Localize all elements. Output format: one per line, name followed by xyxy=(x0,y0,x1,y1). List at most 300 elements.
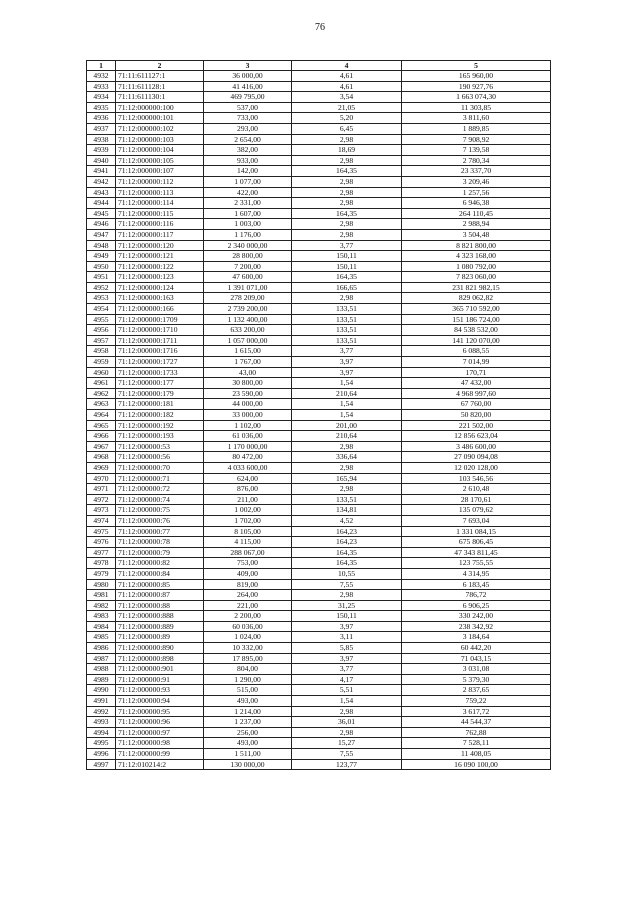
cadastral-number-cell: 71:12:000000:116 xyxy=(116,219,204,230)
cadastral-number-cell: 71:12:000000:103 xyxy=(116,134,204,145)
table-row xyxy=(87,145,551,156)
area-value-cell: 43,00 xyxy=(204,367,292,378)
row-number-cell: 4938 xyxy=(87,134,116,145)
rate-value-cell: 201,00 xyxy=(292,420,402,431)
cadastral-number-cell: 71:12:000000:179 xyxy=(116,388,204,399)
area-value-cell: 61 036,00 xyxy=(204,431,292,442)
cadastral-value-cell: 3 184,64 xyxy=(402,632,551,643)
area-value-cell: 288 067,00 xyxy=(204,547,292,558)
rate-value-cell: 6,45 xyxy=(292,123,402,134)
rate-value-cell: 164,35 xyxy=(292,547,402,558)
row-number-cell: 4940 xyxy=(87,155,116,166)
rate-value-cell: 2,98 xyxy=(292,293,402,304)
cadastral-value-cell: 231 821 982,15 xyxy=(402,282,551,293)
table-row xyxy=(87,176,551,187)
area-value-cell: 1 176,00 xyxy=(204,229,292,240)
rate-value-cell: 150,11 xyxy=(292,611,402,622)
table-row xyxy=(87,526,551,537)
cadastral-number-cell: 71:12:000000:70 xyxy=(116,462,204,473)
row-number-cell: 4957 xyxy=(87,335,116,346)
cadastral-value-cell: 190 927,76 xyxy=(402,81,551,92)
area-value-cell: 1 170 000,00 xyxy=(204,441,292,452)
cadastral-number-cell: 71:12:000000:1716 xyxy=(116,346,204,357)
area-value-cell: 515,00 xyxy=(204,685,292,696)
area-value-cell: 1 391 071,00 xyxy=(204,282,292,293)
area-value-cell: 28 800,00 xyxy=(204,251,292,262)
rate-value-cell: 7,55 xyxy=(292,579,402,590)
cadastral-value-cell: 103 546,56 xyxy=(402,473,551,484)
rate-value-cell: 3,97 xyxy=(292,653,402,664)
cadastral-number-cell: 71:12:000000:890 xyxy=(116,643,204,654)
cadastral-value-cell: 71 043,15 xyxy=(402,653,551,664)
area-value-cell: 1 024,00 xyxy=(204,632,292,643)
cadastral-value-cell: 2 610,48 xyxy=(402,484,551,495)
area-value-cell: 2 739 200,00 xyxy=(204,304,292,315)
area-value-cell: 1 214,00 xyxy=(204,706,292,717)
rate-value-cell: 3,97 xyxy=(292,621,402,632)
rate-value-cell: 4,52 xyxy=(292,515,402,526)
table-body xyxy=(87,71,551,770)
cadastral-number-cell: 71:12:000000:114 xyxy=(116,198,204,209)
table-row xyxy=(87,579,551,590)
table-row xyxy=(87,515,551,526)
row-number-cell: 4963 xyxy=(87,399,116,410)
cadastral-number-cell: 71:12:000000:181 xyxy=(116,399,204,410)
row-number-cell: 4985 xyxy=(87,632,116,643)
table-row xyxy=(87,155,551,166)
rate-value-cell: 3,97 xyxy=(292,367,402,378)
row-number-cell: 4982 xyxy=(87,600,116,611)
rate-value-cell: 2,98 xyxy=(292,219,402,230)
cadastral-number-cell: 71:12:000000:87 xyxy=(116,590,204,601)
row-number-cell: 4989 xyxy=(87,674,116,685)
cadastral-number-cell: 71:12:000000:124 xyxy=(116,282,204,293)
area-value-cell: 1 132 400,00 xyxy=(204,314,292,325)
area-value-cell: 876,00 xyxy=(204,484,292,495)
table-row xyxy=(87,357,551,368)
cadastral-value-cell: 3 811,60 xyxy=(402,113,551,124)
rate-value-cell: 15,27 xyxy=(292,738,402,749)
cadastral-number-cell: 71:12:000000:75 xyxy=(116,505,204,516)
cadastral-number-cell: 71:12:000000:121 xyxy=(116,251,204,262)
area-value-cell: 23 590,00 xyxy=(204,388,292,399)
rate-value-cell: 133,51 xyxy=(292,314,402,325)
cadastral-value-cell: 6 088,55 xyxy=(402,346,551,357)
table-row xyxy=(87,293,551,304)
area-value-cell: 2 200,00 xyxy=(204,611,292,622)
table-row xyxy=(87,187,551,198)
row-number-cell: 4959 xyxy=(87,357,116,368)
cadastral-value-cell: 4 323 168,00 xyxy=(402,251,551,262)
cadastral-number-cell: 71:12:000000:96 xyxy=(116,717,204,728)
cadastral-value-cell: 365 710 592,00 xyxy=(402,304,551,315)
column-header-1: 1 xyxy=(87,61,116,71)
cadastral-value-cell: 3 486 600,00 xyxy=(402,441,551,452)
row-number-cell: 4976 xyxy=(87,537,116,548)
cadastral-value-cell: 60 442,20 xyxy=(402,643,551,654)
row-number-cell: 4950 xyxy=(87,261,116,272)
area-value-cell: 10 332,00 xyxy=(204,643,292,654)
area-value-cell: 537,00 xyxy=(204,102,292,113)
row-number-cell: 4955 xyxy=(87,314,116,325)
area-value-cell: 1 607,00 xyxy=(204,208,292,219)
cadastral-number-cell: 71:12:000000:123 xyxy=(116,272,204,283)
row-number-cell: 4978 xyxy=(87,558,116,569)
cadastral-number-cell: 71:12:000000:101 xyxy=(116,113,204,124)
row-number-cell: 4956 xyxy=(87,325,116,336)
cadastral-number-cell: 71:12:000000:1709 xyxy=(116,314,204,325)
rate-value-cell: 2,98 xyxy=(292,198,402,209)
rate-value-cell: 3,77 xyxy=(292,664,402,675)
cadastral-number-cell: 71:12:010214:2 xyxy=(116,759,204,770)
row-number-cell: 4988 xyxy=(87,664,116,675)
column-header-2: 2 xyxy=(116,61,204,71)
cadastral-number-cell: 71:12:000000:182 xyxy=(116,410,204,421)
table-row xyxy=(87,696,551,707)
area-value-cell: 8 105,00 xyxy=(204,526,292,537)
table-row xyxy=(87,674,551,685)
area-value-cell: 1 511,00 xyxy=(204,749,292,760)
cadastral-number-cell: 71:12:000000:113 xyxy=(116,187,204,198)
cadastral-value-cell: 3 617,72 xyxy=(402,706,551,717)
row-number-cell: 4933 xyxy=(87,81,116,92)
rate-value-cell: 36,01 xyxy=(292,717,402,728)
row-number-cell: 4946 xyxy=(87,219,116,230)
cadastral-number-cell: 71:12:000000:192 xyxy=(116,420,204,431)
table-row xyxy=(87,378,551,389)
row-number-cell: 4968 xyxy=(87,452,116,463)
rate-value-cell: 3,97 xyxy=(292,357,402,368)
table-row xyxy=(87,346,551,357)
row-number-cell: 4939 xyxy=(87,145,116,156)
area-value-cell: 2 331,00 xyxy=(204,198,292,209)
rate-value-cell: 164,35 xyxy=(292,558,402,569)
table-row xyxy=(87,462,551,473)
row-number-cell: 4986 xyxy=(87,643,116,654)
cadastral-value-cell: 7 693,04 xyxy=(402,515,551,526)
rate-value-cell: 2,98 xyxy=(292,229,402,240)
table-row xyxy=(87,632,551,643)
rate-value-cell: 4,61 xyxy=(292,81,402,92)
cadastral-value-cell: 11 303,85 xyxy=(402,102,551,113)
area-value-cell: 130 000,00 xyxy=(204,759,292,770)
table-row xyxy=(87,92,551,103)
area-value-cell: 1 002,00 xyxy=(204,505,292,516)
table-row xyxy=(87,717,551,728)
cadastral-number-cell: 71:12:000000:104 xyxy=(116,145,204,156)
cadastral-value-cell: 238 342,92 xyxy=(402,621,551,632)
rate-value-cell: 150,11 xyxy=(292,261,402,272)
row-number-cell: 4971 xyxy=(87,484,116,495)
row-number-cell: 4987 xyxy=(87,653,116,664)
table-row xyxy=(87,314,551,325)
table-row xyxy=(87,727,551,738)
area-value-cell: 17 895,00 xyxy=(204,653,292,664)
area-value-cell: 1 702,00 xyxy=(204,515,292,526)
rate-value-cell: 336,64 xyxy=(292,452,402,463)
row-number-cell: 4972 xyxy=(87,494,116,505)
table-row xyxy=(87,452,551,463)
row-number-cell: 4943 xyxy=(87,187,116,198)
table-row xyxy=(87,71,551,82)
cadastral-number-cell: 71:12:000000:93 xyxy=(116,685,204,696)
rate-value-cell: 164,23 xyxy=(292,537,402,548)
rate-value-cell: 2,98 xyxy=(292,484,402,495)
area-value-cell: 2 654,00 xyxy=(204,134,292,145)
row-number-cell: 4947 xyxy=(87,229,116,240)
table-row xyxy=(87,219,551,230)
cadastral-value-cell: 11 408,05 xyxy=(402,749,551,760)
table-row xyxy=(87,494,551,505)
cadastral-number-cell: 71:12:000000:901 xyxy=(116,664,204,675)
row-number-cell: 4932 xyxy=(87,71,116,82)
area-value-cell: 142,00 xyxy=(204,166,292,177)
rate-value-cell: 133,51 xyxy=(292,304,402,315)
cadastral-number-cell: 71:12:000000:89 xyxy=(116,632,204,643)
table-row xyxy=(87,759,551,770)
area-value-cell: 4 033 600,00 xyxy=(204,462,292,473)
area-value-cell: 44 000,00 xyxy=(204,399,292,410)
area-value-cell: 4 115,00 xyxy=(204,537,292,548)
table-row xyxy=(87,367,551,378)
cadastral-value-cell: 6 183,45 xyxy=(402,579,551,590)
cadastral-number-cell: 71:12:000000:76 xyxy=(116,515,204,526)
table-row xyxy=(87,441,551,452)
row-number-cell: 4942 xyxy=(87,176,116,187)
rate-value-cell: 164,35 xyxy=(292,166,402,177)
cadastral-number-cell: 71:12:000000:889 xyxy=(116,621,204,632)
row-number-cell: 4975 xyxy=(87,526,116,537)
cadastral-number-cell: 71:12:000000:898 xyxy=(116,653,204,664)
table-row xyxy=(87,590,551,601)
rate-value-cell: 2,98 xyxy=(292,187,402,198)
rate-value-cell: 165,94 xyxy=(292,473,402,484)
cadastral-value-cell: 23 337,70 xyxy=(402,166,551,177)
row-number-cell: 4964 xyxy=(87,410,116,421)
cadastral-value-cell: 1 257,56 xyxy=(402,187,551,198)
cadastral-number-cell: 71:12:000000:88 xyxy=(116,600,204,611)
row-number-cell: 4991 xyxy=(87,696,116,707)
rate-value-cell: 3,77 xyxy=(292,346,402,357)
area-value-cell: 1 102,00 xyxy=(204,420,292,431)
area-value-cell: 933,00 xyxy=(204,155,292,166)
cadastral-number-cell: 71:12:000000:193 xyxy=(116,431,204,442)
table-row xyxy=(87,113,551,124)
rate-value-cell: 31,25 xyxy=(292,600,402,611)
area-value-cell: 733,00 xyxy=(204,113,292,124)
cadastral-value-cell: 4 968 997,60 xyxy=(402,388,551,399)
cadastral-number-cell: 71:12:000000:120 xyxy=(116,240,204,251)
cadastral-value-cell: 16 090 100,00 xyxy=(402,759,551,770)
cadastral-value-cell: 829 062,82 xyxy=(402,293,551,304)
cadastral-number-cell: 71:12:000000:95 xyxy=(116,706,204,717)
cadastral-number-cell: 71:12:000000:79 xyxy=(116,547,204,558)
rate-value-cell: 2,98 xyxy=(292,134,402,145)
column-header-4: 4 xyxy=(292,61,402,71)
table-row xyxy=(87,473,551,484)
area-value-cell: 1 767,00 xyxy=(204,357,292,368)
row-number-cell: 4992 xyxy=(87,706,116,717)
table-row xyxy=(87,685,551,696)
cadastral-value-cell: 151 186 724,00 xyxy=(402,314,551,325)
cadastral-value-cell: 7 139,58 xyxy=(402,145,551,156)
table-row xyxy=(87,611,551,622)
table-row xyxy=(87,282,551,293)
row-number-cell: 4934 xyxy=(87,92,116,103)
row-number-cell: 4952 xyxy=(87,282,116,293)
rate-value-cell: 210,64 xyxy=(292,388,402,399)
cadastral-number-cell: 71:12:000000:84 xyxy=(116,568,204,579)
area-value-cell: 80 472,00 xyxy=(204,452,292,463)
rate-value-cell: 164,35 xyxy=(292,208,402,219)
table-row xyxy=(87,198,551,209)
rate-value-cell: 4,61 xyxy=(292,71,402,82)
table-row xyxy=(87,420,551,431)
row-number-cell: 4967 xyxy=(87,441,116,452)
cadastral-value-cell: 4 314,95 xyxy=(402,568,551,579)
cadastral-value-cell: 7 823 060,00 xyxy=(402,272,551,283)
row-number-cell: 4979 xyxy=(87,568,116,579)
cadastral-number-cell: 71:12:000000:94 xyxy=(116,696,204,707)
cadastral-value-cell: 67 760,00 xyxy=(402,399,551,410)
area-value-cell: 2 340 000,00 xyxy=(204,240,292,251)
cadastral-number-cell: 71:12:000000:1733 xyxy=(116,367,204,378)
area-value-cell: 1 237,00 xyxy=(204,717,292,728)
cadastral-value-cell: 759,22 xyxy=(402,696,551,707)
cadastral-number-cell: 71:12:000000:71 xyxy=(116,473,204,484)
area-value-cell: 278 209,00 xyxy=(204,293,292,304)
cadastral-value-cell: 1 889,85 xyxy=(402,123,551,134)
table-row xyxy=(87,208,551,219)
cadastral-value-cell: 221 502,00 xyxy=(402,420,551,431)
row-number-cell: 4936 xyxy=(87,113,116,124)
area-value-cell: 382,00 xyxy=(204,145,292,156)
rate-value-cell: 133,51 xyxy=(292,325,402,336)
table-row xyxy=(87,537,551,548)
cadastral-number-cell: 71:12:000000:117 xyxy=(116,229,204,240)
cadastral-value-cell: 47 432,00 xyxy=(402,378,551,389)
row-number-cell: 4981 xyxy=(87,590,116,601)
cadastral-value-cell: 27 090 094,08 xyxy=(402,452,551,463)
area-value-cell: 753,00 xyxy=(204,558,292,569)
page-number: 76 xyxy=(315,22,325,33)
cadastral-value-cell: 50 820,00 xyxy=(402,410,551,421)
row-number-cell: 4965 xyxy=(87,420,116,431)
table-row xyxy=(87,304,551,315)
cadastral-number-cell: 71:12:000000:99 xyxy=(116,749,204,760)
area-value-cell: 624,00 xyxy=(204,473,292,484)
row-number-cell: 4935 xyxy=(87,102,116,113)
area-value-cell: 422,00 xyxy=(204,187,292,198)
area-value-cell: 1 290,00 xyxy=(204,674,292,685)
cadastral-value-cell: 141 120 070,00 xyxy=(402,335,551,346)
cadastral-value-cell: 6 946,38 xyxy=(402,198,551,209)
rate-value-cell: 2,98 xyxy=(292,590,402,601)
column-header-5: 5 xyxy=(402,61,551,71)
cadastral-value-cell: 6 906,25 xyxy=(402,600,551,611)
rate-value-cell: 7,55 xyxy=(292,749,402,760)
table-row xyxy=(87,653,551,664)
rate-value-cell: 18,69 xyxy=(292,145,402,156)
cadastral-number-cell: 71:12:000000:82 xyxy=(116,558,204,569)
cadastral-value-table xyxy=(86,60,551,770)
table-row xyxy=(87,547,551,558)
rate-value-cell: 2,98 xyxy=(292,462,402,473)
table-row xyxy=(87,325,551,336)
cadastral-value-cell: 2 780,34 xyxy=(402,155,551,166)
cadastral-value-cell: 12 020 128,00 xyxy=(402,462,551,473)
rate-value-cell: 2,98 xyxy=(292,727,402,738)
cadastral-value-cell: 28 170,61 xyxy=(402,494,551,505)
cadastral-number-cell: 71:11:611130:1 xyxy=(116,92,204,103)
cadastral-number-cell: 71:12:000000:122 xyxy=(116,261,204,272)
table-row xyxy=(87,643,551,654)
cadastral-value-cell: 7 014,99 xyxy=(402,357,551,368)
row-number-cell: 4970 xyxy=(87,473,116,484)
row-number-cell: 4954 xyxy=(87,304,116,315)
table-row xyxy=(87,251,551,262)
table-row xyxy=(87,505,551,516)
rate-value-cell: 3,54 xyxy=(292,92,402,103)
cadastral-value-cell: 8 821 800,00 xyxy=(402,240,551,251)
table-row xyxy=(87,81,551,92)
rate-value-cell: 150,11 xyxy=(292,251,402,262)
area-value-cell: 493,00 xyxy=(204,696,292,707)
cadastral-value-cell: 3 031,08 xyxy=(402,664,551,675)
cadastral-number-cell: 71:12:000000:74 xyxy=(116,494,204,505)
row-number-cell: 4953 xyxy=(87,293,116,304)
row-number-cell: 4974 xyxy=(87,515,116,526)
row-number-cell: 4983 xyxy=(87,611,116,622)
cadastral-number-cell: 71:12:000000:163 xyxy=(116,293,204,304)
cadastral-value-cell: 762,88 xyxy=(402,727,551,738)
row-number-cell: 4980 xyxy=(87,579,116,590)
row-number-cell: 4962 xyxy=(87,388,116,399)
cadastral-number-cell: 71:12:000000:85 xyxy=(116,579,204,590)
cadastral-value-cell: 330 242,00 xyxy=(402,611,551,622)
rate-value-cell: 2,98 xyxy=(292,441,402,452)
column-header-3: 3 xyxy=(204,61,292,71)
area-value-cell: 33 000,00 xyxy=(204,410,292,421)
area-value-cell: 221,00 xyxy=(204,600,292,611)
area-value-cell: 1 003,00 xyxy=(204,219,292,230)
row-number-cell: 4945 xyxy=(87,208,116,219)
cadastral-value-cell: 675 806,45 xyxy=(402,537,551,548)
cadastral-value-cell: 123 755,55 xyxy=(402,558,551,569)
cadastral-number-cell: 71:12:000000:53 xyxy=(116,441,204,452)
rate-value-cell: 210,64 xyxy=(292,431,402,442)
cadastral-number-cell: 71:12:000000:888 xyxy=(116,611,204,622)
cadastral-value-cell: 3 209,46 xyxy=(402,176,551,187)
cadastral-value-cell: 5 379,30 xyxy=(402,674,551,685)
area-value-cell: 804,00 xyxy=(204,664,292,675)
cadastral-value-cell: 84 538 532,00 xyxy=(402,325,551,336)
cadastral-number-cell: 71:12:000000:72 xyxy=(116,484,204,495)
row-number-cell: 4960 xyxy=(87,367,116,378)
rate-value-cell: 4,17 xyxy=(292,674,402,685)
row-number-cell: 4977 xyxy=(87,547,116,558)
cadastral-value-cell: 1 331 084,15 xyxy=(402,526,551,537)
row-number-cell: 4937 xyxy=(87,123,116,134)
rate-value-cell: 1,54 xyxy=(292,696,402,707)
row-number-cell: 4993 xyxy=(87,717,116,728)
cadastral-number-cell: 71:11:611128:1 xyxy=(116,81,204,92)
row-number-cell: 4961 xyxy=(87,378,116,389)
area-value-cell: 211,00 xyxy=(204,494,292,505)
table-row xyxy=(87,621,551,632)
row-number-cell: 4973 xyxy=(87,505,116,516)
cadastral-value-cell: 1 663 074,30 xyxy=(402,92,551,103)
